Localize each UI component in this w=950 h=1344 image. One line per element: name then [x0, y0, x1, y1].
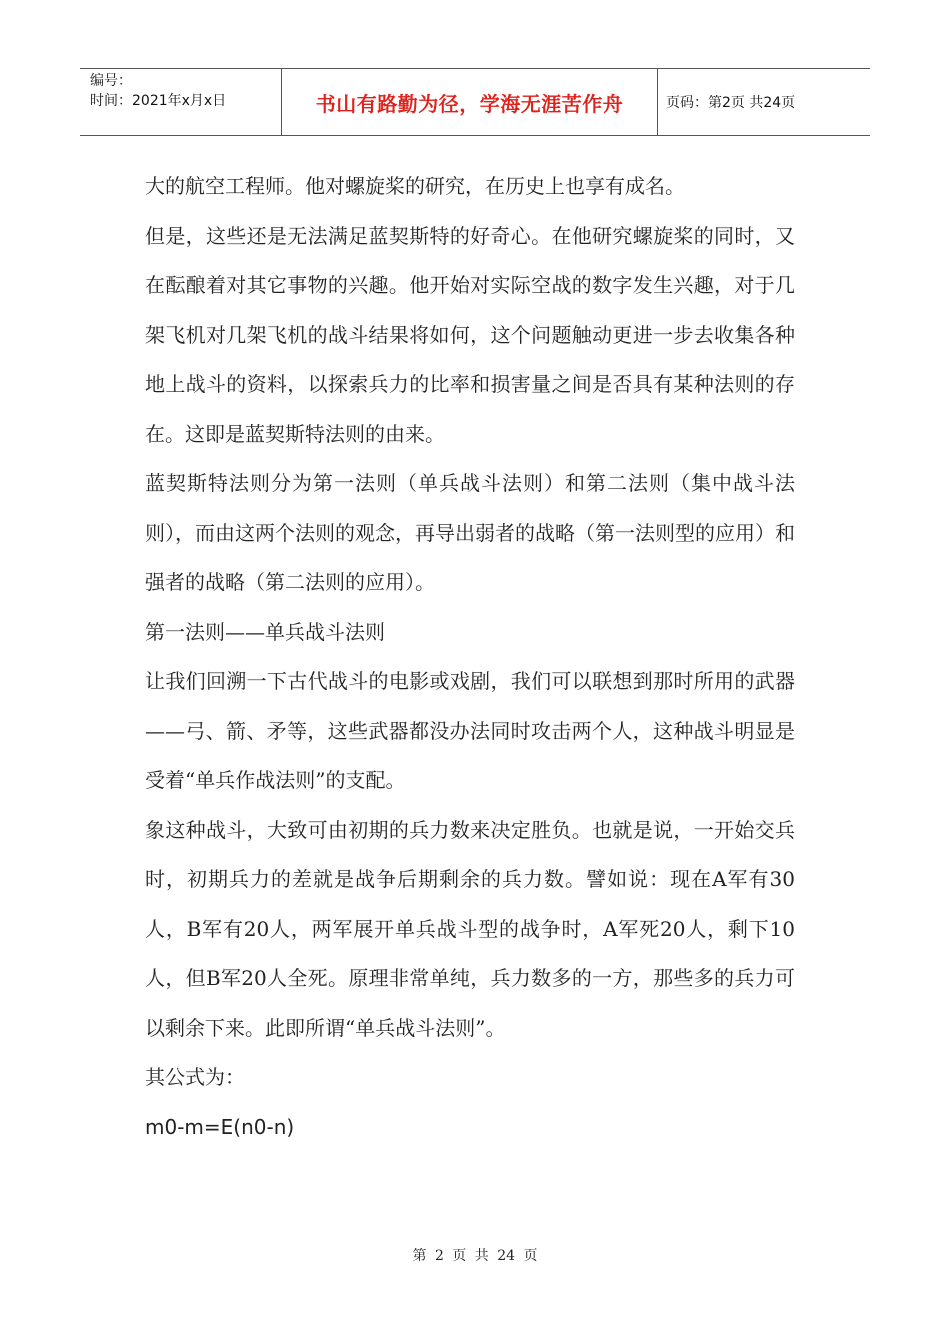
header-motto: 书山有路勤为径，学海无涯苦作舟: [282, 69, 658, 135]
paragraph: 大的航空工程师。他对螺旋桨的研究，在历史上也享有成名。: [145, 174, 685, 198]
paragraph: 但是，这些还是无法满足蓝契斯特的好奇心。在他研究螺旋桨的同时，又在酝酿着对其它事物的兴趣。他开始对实际空战的数字发生兴趣，对于几架飞机对几架飞机的战斗结果将如何，这个问题触动更进一步去收集各种地上战斗的资料，以探索兵力的比率和损害量之间是否具有某种法则的存在。这即是蓝契斯特法则的由来。: [145, 223, 795, 446]
document-number-label: 编号：: [90, 73, 132, 89]
formula: m0-m=E(n0-n): [145, 1114, 295, 1139]
paragraph: 让我们回溯一下古代战斗的电影或戏剧，我们可以联想到那时所用的武器——弓、箭、矛等，这些武器都没办法同时攻击两个人，这种战斗明显是受着“单兵作战法则”的支配。: [145, 669, 795, 792]
paragraph: 象这种战斗，大致可由初期的兵力数来决定胜负。也就是说，一开始交兵时，初期兵力的差就是战争后期剩余的兵力数。譬如说：现在A军有30人，B军有20人，两军展开单兵战斗型的战争时，A军死20人，剩下10人，但B军20人全死。原理非常单纯，兵力数多的一方，那些多的兵力可以剩余下来。此即所谓“单兵战斗法则”。: [145, 817, 795, 1040]
header-meta: [80, 69, 282, 135]
header-page-info: 页码：第2页 共24页: [666, 95, 796, 111]
page-footer: 第 2 页 共 24 页: [412, 1248, 538, 1264]
document-body: [145, 162, 795, 1152]
page-header: [80, 68, 870, 136]
paragraph: 蓝契斯特法则分为第一法则（单兵战斗法则）和第二法则（集中战斗法则），而由这两个法则的观念，再导出弱者的战略（第一法则型的应用）和强者的战略（第二法则的应用）。: [145, 471, 795, 594]
document-time-label: 时间：2021年x月x日: [90, 93, 227, 109]
section-heading: 第一法则——单兵战斗法则: [145, 619, 385, 644]
formula-intro: 其公式为：: [145, 1065, 245, 1089]
